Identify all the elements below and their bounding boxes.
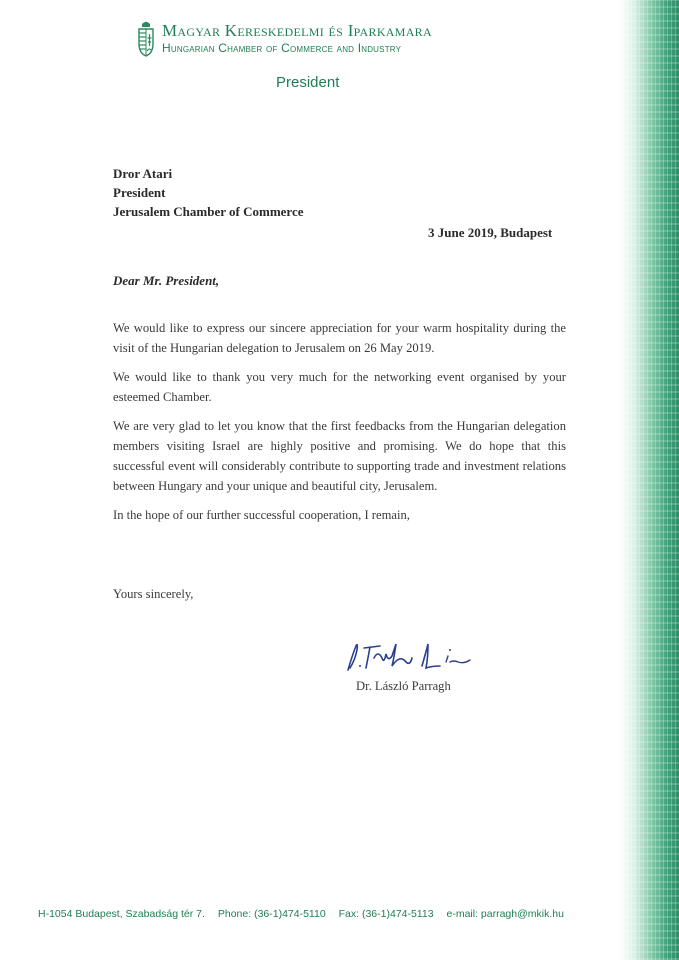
signer-name: Dr. László Parragh <box>356 679 451 693</box>
footer-phone: Phone: (36-1)474-5110 <box>217 908 326 920</box>
salutation: Dear Mr. President, <box>113 273 220 288</box>
recipient-title: President <box>113 185 166 200</box>
footer-email: e-mail: parragh@mkik.hu <box>446 908 564 920</box>
org-name-hungarian: Magyar Kereskedelmi és Iparkamara <box>162 21 432 40</box>
edge-texture <box>619 0 679 960</box>
footer-fax: Fax: (36-1)474-5113 <box>338 908 434 920</box>
body-paragraph: We would like to express our sincere appreciation for your warm hospitality during the visit of the Hungarian delegation to Jerusalem on 26 May 2019. <box>113 321 566 355</box>
recipient-name: Dror Atari <box>113 166 173 181</box>
recipient-organization: Jerusalem Chamber of Commerce <box>113 204 304 219</box>
coat-of-arms-icon <box>136 20 156 58</box>
recipient-address <box>113 164 304 221</box>
letter-body <box>113 318 566 534</box>
body-paragraph: We are very glad to let you know that the first feedbacks from the Hungarian delegation members visiting Israel are highly positive and promising. We do hope that this successful event will considerably contribute to supporting trade and investment relations between Hungary and your unique and beautiful city, Jerusalem. <box>113 419 566 493</box>
handwritten-signature <box>340 636 480 676</box>
closing: Yours sincerely, <box>113 587 194 601</box>
office-title: President <box>276 74 340 91</box>
footer-contact <box>38 908 574 920</box>
date-line: 3 June 2019, Budapest <box>428 225 553 240</box>
body-paragraph: We would like to thank you very much for the networking event organised by your esteemed Chamber. <box>113 370 566 404</box>
footer-address: H-1054 Budapest, Szabadság tér 7. <box>38 908 205 920</box>
org-name-english: Hungarian Chamber of Commerce and Industry <box>162 41 402 55</box>
body-paragraph: In the hope of our further successful cooperation, I remain, <box>113 508 410 522</box>
